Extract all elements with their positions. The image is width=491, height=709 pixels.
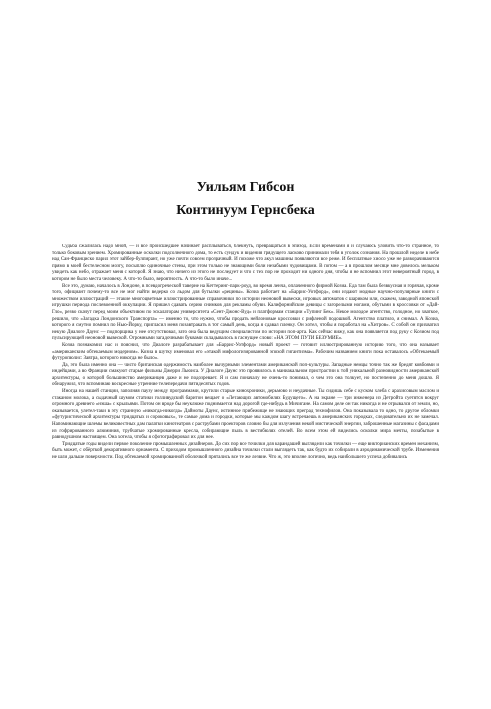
header-area — [0, 0, 491, 232]
paragraph: Судьба сжалилась надо мной, — и все происшедшее начинает расплываться, блекнуть, превращаться в эпизод. Если временами я и случаюсь уловить что-то странное, то только боковым зрением. Хромированные осколки подсолнечного дома, то есть сундук и видения грядущего ласково принимали тебя в уголок сознания. На прошлой неделе в небе над Сан-Франциско парил этот зайбер-булпирант, но уже почти совсем прозрачный. И похоже что акул машины появляются все реже. И бесплатные хиосо уже не разворачиваются прямо в моей бестелесном мозгу, посыплю одиночные стены, при этом только не знающими боли незабыми чудовищами. В потом — а в прошлом месяце мне довелось мельком увидеть как небо, отражает меня с которой. Я знаю, что ничего из этого не последует и что с тех пор не проходит ни одного дня, чтобы я не вспомнил этот невероятный город, в котором не было места человеку. А что-то было, вероятность. А что-то было иначе... — [52, 244, 439, 282]
paragraph: Да, это была именно она — чисто британская одержимость наиболее вычурными элементами американской поп-культуры. Западные немцы точно так же бредят ковбоями и индейцами, а во Франции смакуют старые фильмы Джерри Льюиса. У Диалоге Даунс это проявилось в маниакальном пристрастии к той уникальной разновидности американской архитектуры, о которой большинство американцев даже и не подозревает. Я и сам поначалу не очень-то понимал, о чем это она толкует, но постепенно до меня дошло. Я обнаружил, что вспоминаю воскресные утренние телепередачи пятидесятых годов. — [52, 362, 439, 388]
paragraph: Все это, думаю, началось в Лондоне, в псевдогреческой таверне на Кеттеринг-парк-роуд, во время ленча, оплаченного фирмой Козиа. Еда там была безвкусная и горячая, кроме того, официант почему-то все не мог найти ведерко со льдом для бутылки «рецины». Козиа работает на «Баррис-Уотфорд», они издают модные научно-популярные книги с множеством иллюстраций — этакие многоцветные иллюстрированные справочники по истории неоновой вывески, игровых автоматов с шариком или, скажем, заводной японской игрушки периода послевоенной оккупации. Я пришел сдавать серию снимков для рекламы обуви. Калифорнийские девицы с загорелыми ногами, обутыми в кроссовки от «Дай-Гло», резво скачут перед моим объективом по эскалаторам университета «Сент-Джонс-Вуд» и платформам станции «Тупинг Бек». Некое молодое агентство, голодное, но хваткое, решило, что «Загадка Лондонского Транспорта» — именно то, что нужно, чтобы продать нейлоновые кроссовки с рифленой подошвой. Агентство платило, я снимал. А Козиа, которого я смутно помнил по Нью-Йорку, пригласил меня позавтракать в тот самый день, когда я сдавал пленку. Он хотел, чтобы я поработал на «Хитров». С собой он прихватил некую Диалоге Даунс — подпорщика у нее отсутствовал, зато она была ведущим специалистом по истории поп-арта. Как сейчас вижу, как она появляется под руку с Козиом под пульсирующей неоновой вывеской. Огромными загадочными буквами складывалось в гаснущее слово: «НА ЭТОМ ПУТИ БЕЗУМИЕ». — [52, 283, 439, 342]
story-title: Континуум Гернсбека — [176, 203, 315, 218]
paragraph: Тридцатые годы видели первое поколение промышленных дизайнеров. До сих пор все точилки для карандашей выглядели как точилки — еще викторианских времен механизм, быть может, с обёрткой декоративного орнамента. С приходом промышленного дизайна точилки стали выглядеть так, как будто их собирали в аэродинамической трубе. Изменения не шли дальше поверхности. Под обтекаемой хромированной оболочкой прятались все те же лезвие. Что ж, это вполне логично, ведь наибольшего успеха добивались — [52, 441, 439, 460]
story-body — [52, 244, 439, 700]
paragraph: Козиа познакомил нас и пояснил, что Диалоге разрабатывает для «Баррис-Уотфорд» новый проект — готовит иллюстрированную историю того, что она называет «американским обтекаемым модерном». Козиа в шутку именовал его «этакой мифологизированной эпохой гигантизма». Рабочим названием книги пока оставалось «Обтекаемый футуропюлис: Завтра, которого никогда не было». — [52, 342, 439, 362]
paragraph: Иногда на нашей станции, заполняя паузу между программами, крутили старые кинохроники, дерьмово и неудачные. Ты сидишь себе с куском хлеба с арахисовым маслом и стаканом молока, а сыдачный шумом статики голливудский баритон вещает о «Летающих автомобилях Будущего». А на экране — три инженера из Детройта суетятся вокруг огромного древнего «нэша» с крыльями. Потом он вроде бы неуклюже поднимается над дорогой где-нибудь в Мичигане. На самом деле он так никогда и не отрывался от земли, но, оказывается, улетел-таки в эту странную «никогда-никогда» Даймоты Даунс, истинное прибежище не знающих преград технофилов. Она показывала то одно, то другое обломки «футуристической архитектуры тридцатых и сороковых», те самые дома и городки, которые мы каждом шагу встречаешь в американских городках, следовательно их не замечал. Напоминающие шлемы великовестных дам палатки кинотеатров с раструбами проекторов словно бы для излучения некой мистической энергии, заброшенные магазины с фасадами из гофрированного алюминия, трубчатые хромированные кресла, собирающие пыль в вестибюлях отелей. Во всем этом ей виделись осколки мира мечты, позабытые в равнодушном настоящем. Она хотела, чтобы я сфотографировал их для нее. — [52, 389, 439, 441]
author-name: Уильям Гибсон — [196, 180, 295, 195]
